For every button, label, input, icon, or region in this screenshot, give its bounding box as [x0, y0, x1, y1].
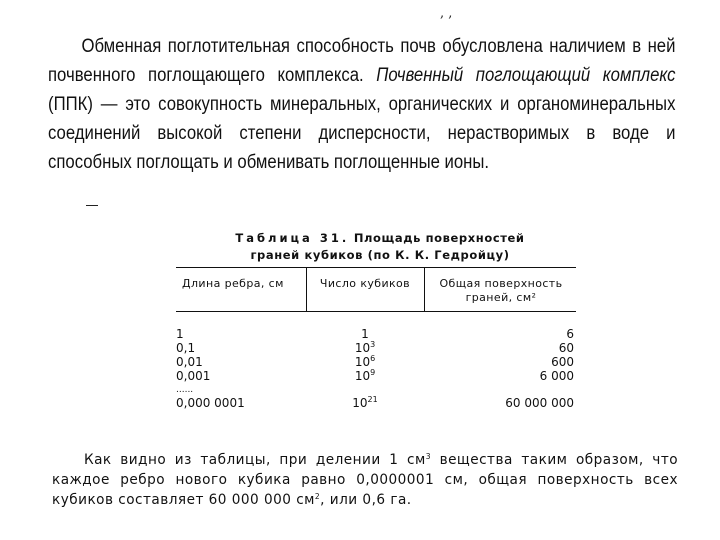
term-italic: Почвенный поглощающий комплекс [376, 65, 676, 86]
page-marks: , , [440, 6, 453, 21]
superscript: 3 [425, 452, 431, 461]
cell-edge: ...... [176, 385, 194, 395]
table-number: Таблица 31. [235, 231, 350, 245]
cell-count: 1 [361, 327, 369, 341]
cell-area: 6 000 [539, 369, 574, 383]
conclusion-text: Как видно из таблицы, при делении 1 см [83, 452, 426, 468]
table-title-text: Площадь поверхностей [353, 231, 525, 245]
surface-area-table [176, 267, 576, 415]
paragraph-definition: (ППК) — это совокупность минеральных, органических и органоминеральных соединений высокой степени дисперсности, нерастворимых в воде и способных поглощать и обменивать поглощенные ионы. [48, 94, 676, 173]
table-row [176, 369, 576, 384]
paragraph-ppk-definition [48, 32, 675, 177]
table-subtitle: граней кубиков (по К. К. Гедройцу) [250, 248, 510, 262]
paragraph-intro: Обменная поглотительная способность почв обусловлена наличием в ней почвенного поглощающего комплекса. [48, 36, 676, 86]
margin-dash [86, 205, 98, 206]
table-row [176, 355, 576, 370]
cell-edge: 0,001 [176, 369, 211, 383]
paragraph-conclusion [52, 450, 678, 510]
header-edge-length: Длина ребра, см [182, 277, 284, 290]
header-cube-count: Число кубиков [319, 277, 411, 290]
table-header-rule [176, 311, 576, 312]
cell-area: 600 [551, 355, 574, 369]
cell-edge: 0,000 0001 [176, 396, 245, 410]
cell-edge: 0,1 [176, 341, 196, 355]
cell-count: $10^{21}$ [352, 395, 378, 410]
table-caption [180, 230, 580, 264]
cell-area: 6 [566, 327, 574, 341]
cell-count: $10^3$ [354, 340, 376, 355]
cell-edge: 1 [176, 327, 184, 341]
superscript: 2 [314, 492, 321, 501]
cell-area: 60 000 000 [505, 396, 574, 410]
table-column-divider [424, 267, 425, 311]
cell-area: 60 [558, 341, 574, 355]
header-total-area: Общая поверхность граней, см² [439, 277, 563, 304]
table-top-rule [176, 267, 576, 268]
cell-count: $10^9$ [354, 368, 376, 383]
table-row [176, 327, 576, 342]
cell-count: $10^6$ [354, 354, 376, 369]
cell-edge: 0,01 [176, 355, 203, 369]
table-column-divider [306, 267, 307, 311]
conclusion-text: вещества таким образом, что каждое ребро нового кубика равно 0,0000001 см, общая поверхность всех кубиков составляет 60 000 000 см [52, 452, 679, 508]
conclusion-text: , или 0,6 га. [320, 492, 412, 508]
table-row [176, 341, 576, 356]
table-row [176, 396, 576, 411]
